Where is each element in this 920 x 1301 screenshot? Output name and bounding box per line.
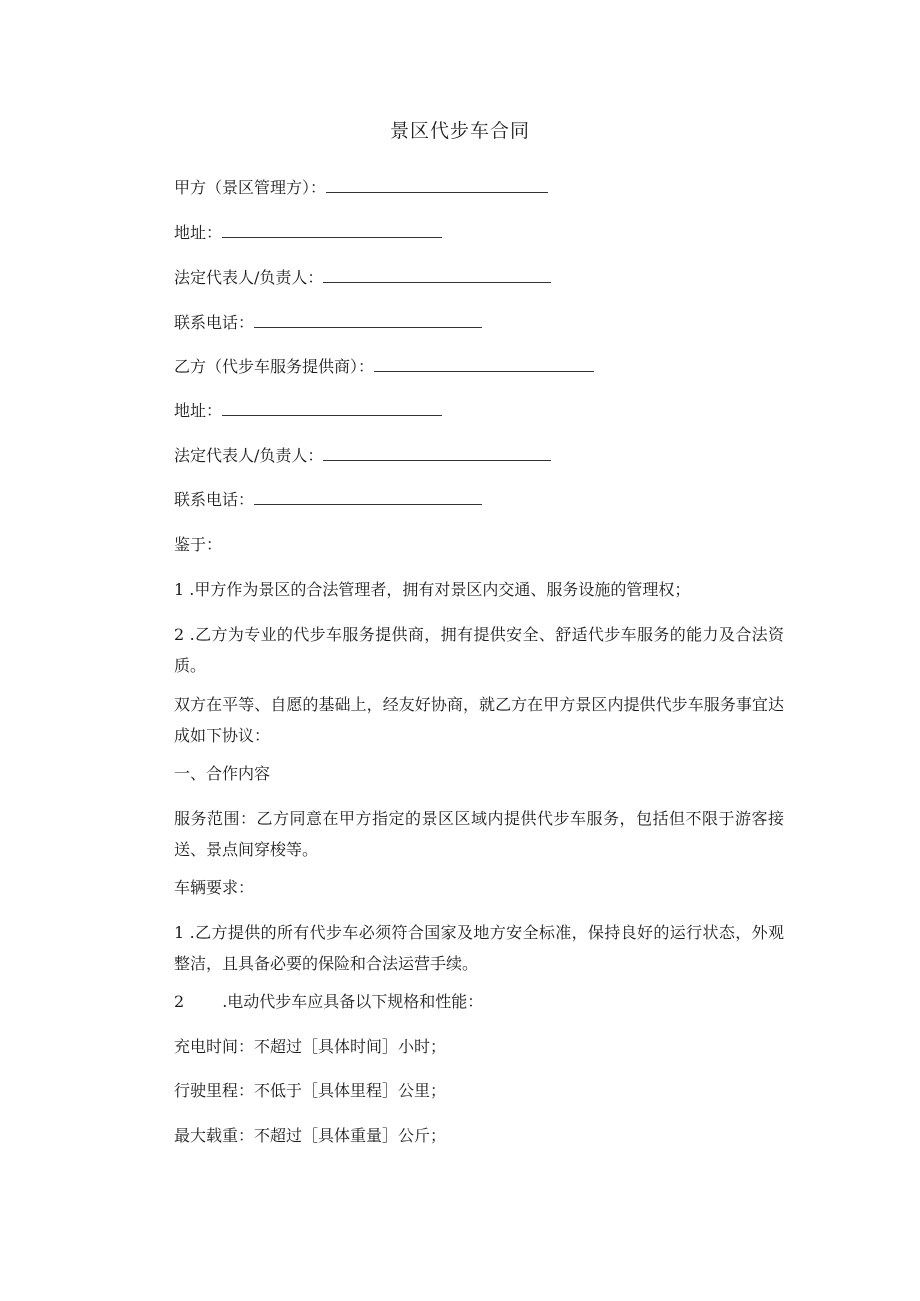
party-a-address-line — [174, 223, 442, 243]
requirement-1: 1 .乙方提供的所有代步车必须符合国家及地方安全标准，保持良好的运行状态，外观整洁，且具备必要的保险和合法运营手续。 — [174, 923, 784, 973]
party-b-phone-label: 联系电话： — [174, 490, 255, 509]
party-a-name-blank[interactable] — [326, 178, 548, 193]
service-scope-paragraph: 服务范围：乙方同意在甲方指定的景区区域内提供代步车服务，包括但不限于游客接送、景点间穿梭等。 — [174, 809, 784, 859]
party-a-rep-blank[interactable] — [323, 268, 551, 283]
max-load-line: 最大载重：不超过［具体重量］公斤； — [174, 1126, 447, 1145]
party-a-rep-line — [174, 268, 551, 288]
party-b-phone-line — [174, 490, 482, 510]
party-b-address-line — [174, 401, 442, 421]
party-b-address-blank[interactable] — [222, 401, 442, 416]
whereas-item-1: 1 .甲方作为景区的合法管理者，拥有对景区内交通、服务设施的管理权； — [174, 580, 691, 599]
section-1-heading: 一、合作内容 — [174, 764, 271, 783]
party-b-name-blank[interactable] — [374, 357, 594, 372]
party-a-address-label: 地址： — [174, 223, 223, 242]
party-a-rep-label: 法定代表人/负责人： — [174, 268, 324, 287]
party-a-address-blank[interactable] — [222, 223, 442, 238]
requirement-2-text: .电动代步车应具备以下规格和性能： — [222, 992, 484, 1011]
party-a-phone-blank[interactable] — [254, 313, 482, 328]
party-a-phone-label: 联系电话： — [174, 313, 255, 332]
party-a-phone-line — [174, 313, 482, 333]
party-b-rep-blank[interactable] — [323, 446, 551, 461]
party-b-address-label: 地址： — [174, 401, 223, 420]
party-b-name-line — [174, 357, 594, 377]
vehicle-requirements-heading: 车辆要求： — [174, 878, 255, 897]
requirement-2-number: 2 — [174, 992, 185, 1011]
party-a-name-line — [174, 178, 548, 198]
party-a-name-label: 甲方（景区管理方）： — [174, 178, 327, 197]
party-b-rep-label: 法定代表人/负责人： — [174, 446, 324, 465]
agreement-paragraph: 双方在平等、自愿的基础上，经友好协商，就乙方在甲方景区内提供代步车服务事宜达成如下协议： — [174, 695, 784, 745]
whereas-item-2: 2 .乙方为专业的代步车服务提供商，拥有提供安全、舒适代步车服务的能力及合法资质。 — [174, 625, 784, 675]
party-b-phone-blank[interactable] — [254, 490, 482, 505]
range-line: 行驶里程：不低于［具体里程］公里； — [174, 1081, 447, 1100]
party-b-rep-line — [174, 446, 551, 466]
whereas-heading: 鉴于： — [174, 535, 223, 554]
page-title: 景区代步车合同 — [389, 120, 530, 142]
requirement-2 — [174, 992, 483, 1012]
party-b-name-label: 乙方（代步车服务提供商）： — [174, 357, 375, 376]
charge-time-line: 充电时间：不超过［具体时间］小时； — [174, 1037, 447, 1056]
